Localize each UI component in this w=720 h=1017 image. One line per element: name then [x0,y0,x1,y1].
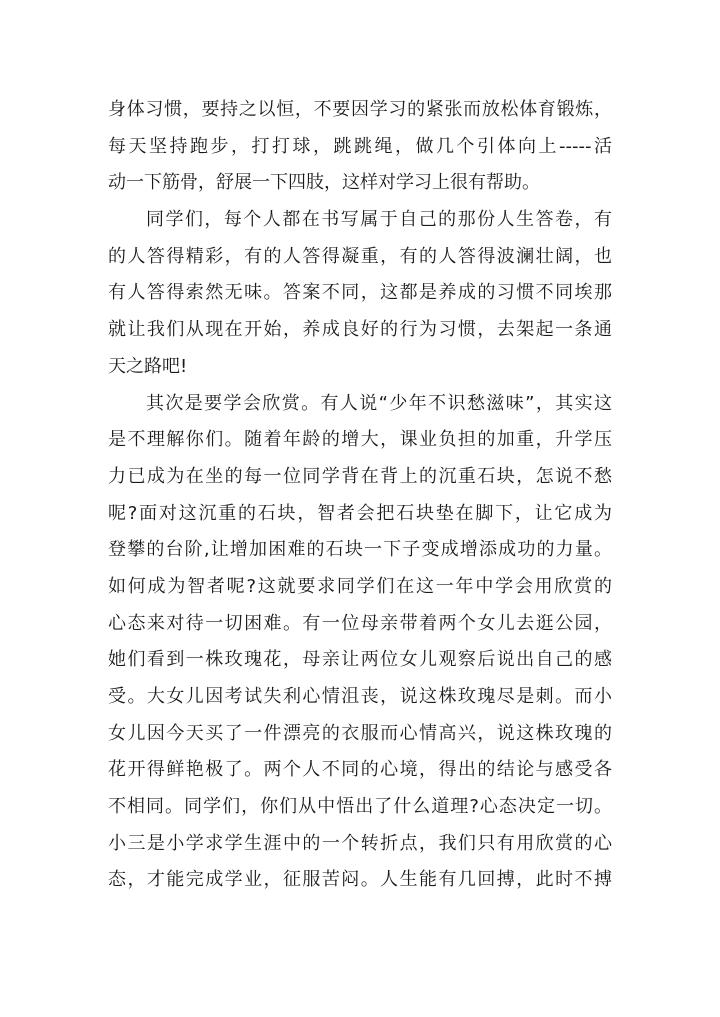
text-line: 身体习惯，要持之以恒，不要因学习的紧张而放松体育锻炼， [108,99,612,120]
text-line: 天之路吧! [108,355,188,377]
text-line: 呢?面对这沉重的石块，智者会把石块垫在脚下，让它成为 [108,502,612,524]
text-line: 态，才能完成学业，征服苦闷。人生能有几回搏，此时不搏 [108,869,612,891]
text-line: 同学们，每个人都在书写属于自己的那份人生答卷，有 [146,209,612,231]
text-line: 登攀的台阶,让增加困难的石块一下子变成增添成功的力量。 [108,539,612,561]
text-line: 其次是要学会欣赏。有人说“少年不识愁滋味”，其实这 [146,392,612,414]
text-line: 受。大女儿因考试失利心情沮丧，说这株玫瑰尽是刺。而小 [108,686,612,707]
text-line: 的人答得精彩，有的人答得凝重，有的人答得波澜壮阔，也 [108,245,612,267]
body-text [108,92,612,899]
text-line: 动一下筋骨，舒展一下四肢，这样对学习上很有帮助。 [108,172,540,194]
text-line: 她们看到一株玫瑰花，母亲让两位女儿观察后说出自己的感 [108,649,612,671]
text-line: 力已成为在坐的每一位同学背在背上的沉重石块，怎说不愁 [108,465,612,487]
text-line: 是不理解你们。随着年龄的增大，课业负担的加重，升学压 [108,429,612,451]
text-line: 不相同。同学们，你们从中悟出了什么道理?心态决定一切。 [108,796,612,818]
text-line: 如何成为智者呢?这就要求同学们在这一年中学会用欣赏的 [108,575,612,597]
text-line: 有人答得索然无味。答案不同，这都是养成的习惯不同埃那 [108,282,612,304]
text-line: 就让我们从现在开始，养成良好的行为习惯，去架起一条通 [108,319,612,341]
text-line: 花开得鲜艳极了。两个人不同的心境，得出的结论与感受各 [108,759,612,781]
text-line: 女儿因今天买了一件漂亮的衣服而心情高兴，说这株玫瑰的 [108,722,612,744]
text-line: 心态来对待一切困难。有一位母亲带着两个女儿去逛公园， [108,612,612,634]
text-line: 小三是小学求学生涯中的一个转折点，我们只有用欣赏的心 [108,832,612,854]
text-line: 每天坚持跑步，打打球，跳跳绳，做几个引体向上-----活 [108,135,612,157]
